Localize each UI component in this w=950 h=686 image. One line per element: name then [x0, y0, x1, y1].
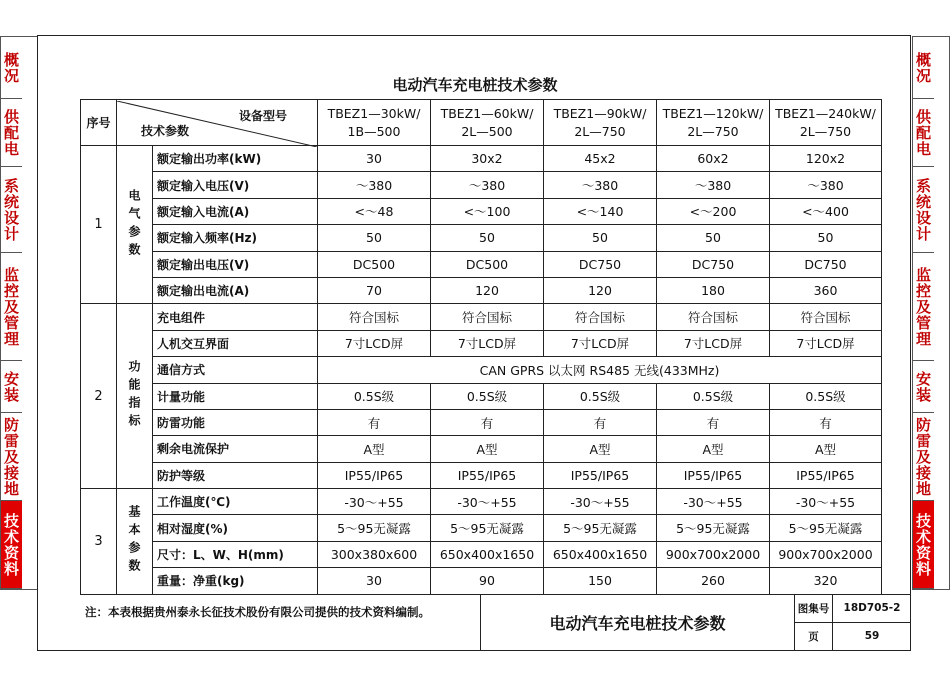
- param-value: 有: [657, 409, 770, 435]
- param-value: DC750: [657, 251, 770, 277]
- param-name: 额定输出电流(A): [153, 277, 318, 303]
- param-value: 900x700x2000: [770, 541, 882, 567]
- param-value: 5～95无凝露: [431, 515, 544, 541]
- param-name: 重量：净重(kg): [153, 568, 318, 594]
- left-section-tabs: [0, 36, 38, 590]
- table-title: 电动汽车充电桩技术参数: [392, 76, 558, 94]
- param-name: 额定输出功率(kW): [153, 146, 318, 172]
- group-name: 电气参数: [117, 146, 153, 304]
- param-name: 防护等级: [153, 462, 318, 488]
- model-line1: TBEZ1—90kW/: [553, 105, 647, 121]
- param-value: 90: [431, 568, 544, 594]
- param-value: 5～95无凝露: [544, 515, 657, 541]
- seq-header: 序号: [81, 100, 117, 146]
- param-value: <～48: [318, 198, 431, 224]
- header-row: [81, 100, 882, 146]
- spec-table: [80, 99, 882, 595]
- param-value: DC750: [544, 251, 657, 277]
- param-name: 充电组件: [153, 304, 318, 330]
- param-value: 50: [770, 225, 882, 251]
- param-value: A型: [431, 436, 544, 462]
- model-line1: TBEZ1—240kW/: [775, 105, 876, 121]
- param-name: 额定输出电压(V): [153, 251, 318, 277]
- model-line2: 1B—500: [347, 123, 401, 139]
- param-value: 7寸LCD屏: [657, 330, 770, 356]
- model-header: [431, 100, 544, 146]
- param-value: DC500: [318, 251, 431, 277]
- param-name: 工作温度(℃): [153, 489, 318, 515]
- param-value: 0.5S级: [770, 383, 882, 409]
- param-value: IP55/IP65: [657, 462, 770, 488]
- param-value: -30～+55: [544, 489, 657, 515]
- param-value-merged: CAN GPRS 以太网 RS485 无线(433MHz): [318, 357, 882, 383]
- model-line2: 2L—500: [461, 123, 513, 139]
- table-row: [81, 489, 882, 515]
- table-row: [81, 383, 882, 409]
- param-value: 有: [318, 409, 431, 435]
- param-value: 300x380x600: [318, 541, 431, 567]
- title-block-name: 电动汽车充电桩技术参数: [481, 595, 795, 650]
- param-value: 符合国标: [318, 304, 431, 330]
- param-value: A型: [657, 436, 770, 462]
- model-header: [544, 100, 657, 146]
- param-value: 30x2: [431, 146, 544, 172]
- param-value: 180: [657, 277, 770, 303]
- right-section-tabs: [912, 36, 950, 590]
- param-value: ～380: [544, 172, 657, 198]
- param-value: 0.5S级: [431, 383, 544, 409]
- param-name: 相对湿度(%): [153, 515, 318, 541]
- param-value: 30: [318, 568, 431, 594]
- param-value: <～100: [431, 198, 544, 224]
- param-value: IP55/IP65: [431, 462, 544, 488]
- param-value: 650x400x1650: [431, 541, 544, 567]
- table-row: [81, 146, 882, 172]
- section-tab[interactable]: 防雷及接地: [913, 413, 934, 501]
- param-value: DC500: [431, 251, 544, 277]
- section-tab[interactable]: 安装: [913, 361, 934, 413]
- model-line2: 2L—750: [574, 123, 626, 139]
- group-name: 功能指标: [117, 304, 153, 489]
- param-value: 120x2: [770, 146, 882, 172]
- param-value: 900x700x2000: [657, 541, 770, 567]
- param-value: -30～+55: [318, 489, 431, 515]
- table-row: [81, 462, 882, 488]
- table-row: [81, 515, 882, 541]
- table-row: [81, 436, 882, 462]
- table-row: [81, 172, 882, 198]
- section-tab[interactable]: 监控及管理: [913, 253, 934, 361]
- model-line2: 2L—750: [687, 123, 739, 139]
- param-name: 防雷功能: [153, 409, 318, 435]
- param-value: 260: [657, 568, 770, 594]
- table-row: [81, 225, 882, 251]
- param-value: A型: [770, 436, 882, 462]
- param-value: 5～95无凝露: [657, 515, 770, 541]
- param-label: 技术参数: [141, 123, 190, 138]
- model-line1: TBEZ1—120kW/: [662, 105, 764, 121]
- section-tab[interactable]: 安装: [1, 361, 22, 413]
- param-name: 额定输入电压(V): [153, 172, 318, 198]
- param-value: 有: [544, 409, 657, 435]
- section-tab[interactable]: 系统设计: [1, 167, 22, 253]
- param-value: 120: [544, 277, 657, 303]
- table-row: [81, 357, 882, 383]
- page-label: 页: [795, 623, 833, 651]
- group-number: 2: [81, 304, 117, 489]
- param-name: 额定输入频率(Hz): [153, 225, 318, 251]
- param-value: ～380: [657, 172, 770, 198]
- param-value: 符合国标: [544, 304, 657, 330]
- param-value: 30: [318, 146, 431, 172]
- table-row: [81, 198, 882, 224]
- page-number: 59: [864, 630, 880, 643]
- param-value: IP55/IP65: [770, 462, 882, 488]
- atlas-number: 18D705-2: [833, 595, 911, 623]
- param-name: 人机交互界面: [153, 330, 318, 356]
- param-value: 0.5S级: [544, 383, 657, 409]
- section-tab[interactable]: 概况: [913, 37, 934, 99]
- section-tab[interactable]: 系统设计: [913, 167, 934, 253]
- param-value: 5～95无凝露: [770, 515, 882, 541]
- title-block: [480, 594, 911, 651]
- param-value: ～380: [431, 172, 544, 198]
- param-value: 320: [770, 568, 882, 594]
- param-name: 计量功能: [153, 383, 318, 409]
- param-value: IP55/IP65: [318, 462, 431, 488]
- diagonal-header-cell: [117, 100, 318, 146]
- param-value: 360: [770, 277, 882, 303]
- section-tab[interactable]: 技术资料: [913, 501, 934, 589]
- param-value: 70: [318, 277, 431, 303]
- param-value: 0.5S级: [318, 383, 431, 409]
- section-tab[interactable]: 供配电: [913, 99, 934, 167]
- param-value: 50: [657, 225, 770, 251]
- param-value: IP55/IP65: [544, 462, 657, 488]
- param-value: <～200: [657, 198, 770, 224]
- table-row: [81, 568, 882, 594]
- table-row: [81, 277, 882, 303]
- param-value: -30～+55: [770, 489, 882, 515]
- model-line1: TBEZ1—60kW/: [440, 105, 534, 121]
- param-value: 7寸LCD屏: [431, 330, 544, 356]
- table-row: [81, 304, 882, 330]
- param-value: 150: [544, 568, 657, 594]
- param-value: 符合国标: [431, 304, 544, 330]
- table-row: [81, 409, 882, 435]
- param-value: 45x2: [544, 146, 657, 172]
- param-value: 有: [770, 409, 882, 435]
- group-name: 基本参数: [117, 489, 153, 595]
- param-value: <～400: [770, 198, 882, 224]
- section-tab[interactable]: 概况: [1, 37, 22, 99]
- param-value: 60x2: [657, 146, 770, 172]
- atlas-label: 图集号: [795, 595, 833, 623]
- model-header: [657, 100, 770, 146]
- model-label: 设备型号: [238, 108, 287, 123]
- param-value: 符合国标: [770, 304, 882, 330]
- param-value: 0.5S级: [657, 383, 770, 409]
- section-tab[interactable]: 防雷及接地: [1, 413, 22, 501]
- param-value: -30～+55: [657, 489, 770, 515]
- param-value: 120: [431, 277, 544, 303]
- param-value: 5～95无凝露: [318, 515, 431, 541]
- param-name: 通信方式: [153, 357, 318, 383]
- section-tab[interactable]: 监控及管理: [1, 253, 22, 361]
- group-number: 3: [81, 489, 117, 595]
- table-row: [81, 251, 882, 277]
- param-value: 50: [544, 225, 657, 251]
- param-value: -30～+55: [431, 489, 544, 515]
- model-line2: 2L—750: [799, 123, 852, 139]
- model-header: [318, 100, 431, 146]
- table-row: [81, 541, 882, 567]
- param-value: DC750: [770, 251, 882, 277]
- param-value: 7寸LCD屏: [544, 330, 657, 356]
- param-value: 符合国标: [657, 304, 770, 330]
- param-value: A型: [544, 436, 657, 462]
- param-value: 50: [431, 225, 544, 251]
- param-value: 50: [318, 225, 431, 251]
- param-value: ～380: [318, 172, 431, 198]
- section-tab[interactable]: 供配电: [1, 99, 22, 167]
- param-value: 650x400x1650: [544, 541, 657, 567]
- table-row: [81, 330, 882, 356]
- param-name: 尺寸：L、W、H(mm): [153, 541, 318, 567]
- param-name: 剩余电流保护: [153, 436, 318, 462]
- param-value: A型: [318, 436, 431, 462]
- section-tab[interactable]: 技术资料: [1, 501, 22, 589]
- param-value: 7寸LCD屏: [318, 330, 431, 356]
- param-value: 7寸LCD屏: [770, 330, 882, 356]
- param-value: 有: [431, 409, 544, 435]
- param-name: 额定输入电流(A): [153, 198, 318, 224]
- model-header: [770, 100, 882, 146]
- param-value: ～380: [770, 172, 882, 198]
- group-number: 1: [81, 146, 117, 304]
- model-line1: TBEZ1—30kW/: [327, 105, 421, 121]
- param-value: <～140: [544, 198, 657, 224]
- footnote: 注：本表根据贵州泰永长征技术股份有限公司提供的技术资料编制。: [85, 605, 430, 619]
